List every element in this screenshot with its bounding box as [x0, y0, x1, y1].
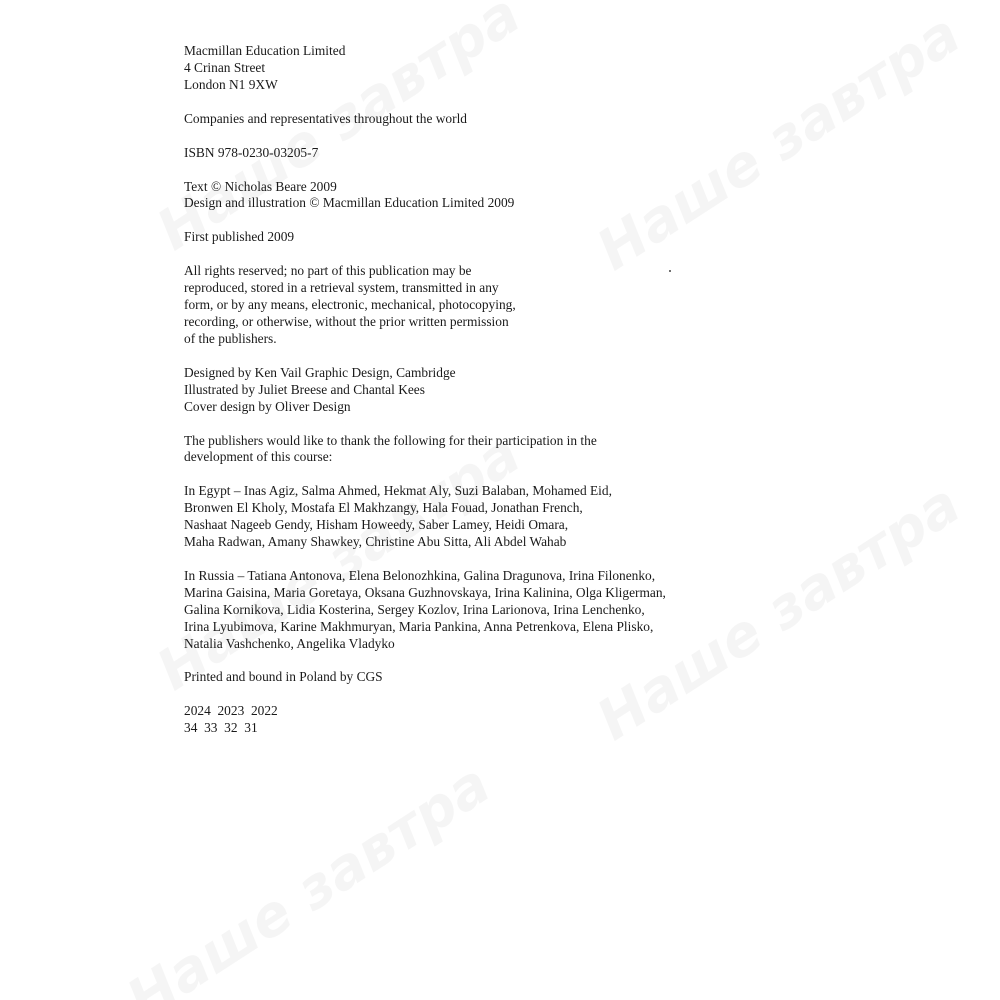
- egypt-line: In Egypt – Inas Agiz, Salma Ahmed, Hekmat Aly, Suzi Balaban, Mohamed Eid,: [184, 483, 612, 499]
- egypt-line: Nashaat Nageeb Gendy, Hisham Howeedy, Saber Lamey, Heidi Omara,: [184, 517, 569, 533]
- print-run: [184, 703, 804, 737]
- rights-line: All rights reserved; no part of this publication may be: [184, 263, 472, 279]
- rights-line: form, or by any means, electronic, mechanical, photocopying,: [184, 297, 516, 313]
- printed-by: Printed and bound in Poland by CGS: [184, 669, 383, 685]
- print-years: 2024 2023 2022: [184, 703, 278, 719]
- publisher-name: Macmillan Education Limited: [184, 43, 346, 58]
- copyright-notice: [184, 179, 804, 213]
- watermark: [116, 751, 502, 1000]
- thanks-line: The publishers would like to thank the following for their participation in the: [184, 432, 597, 448]
- acknowledgements-egypt: [184, 483, 804, 551]
- first-published: First published 2009: [184, 229, 295, 245]
- rights-line: of the publishers.: [184, 330, 277, 346]
- russia-line: Natalia Vashchenko, Angelika Vladyko: [184, 635, 395, 651]
- russia-line: Marina Gaisina, Maria Goretaya, Oksana Guzhnovskaya, Irina Kalinina, Olga Kligerman,: [184, 584, 666, 600]
- rights-reserved: [184, 263, 804, 348]
- design-copyright: Design and illustration © Macmillan Education Limited 2009: [184, 195, 515, 211]
- russia-line: Irina Lyubimova, Karine Makhmuryan, Maria Pankina, Anna Petrenkova, Elena Plisko,: [184, 618, 654, 634]
- isbn: ISBN 978-0230-03205-7: [184, 144, 319, 160]
- design-credits: [184, 365, 804, 416]
- credit-line: Illustrated by Juliet Breese and Chantal Kees: [184, 381, 425, 397]
- rights-line: recording, or otherwise, without the prior written permission: [184, 313, 509, 329]
- publisher-street: 4 Crinan Street: [184, 59, 266, 75]
- acknowledgements-russia: [184, 568, 804, 653]
- credit-line: Cover design by Oliver Design: [184, 398, 351, 414]
- print-numbers: 34 33 32 31: [184, 720, 258, 736]
- credit-line: Designed by Ken Vail Graphic Design, Cambridge: [184, 364, 456, 380]
- publisher-city: London N1 9XW: [184, 76, 278, 92]
- egypt-line: Maha Radwan, Amany Shawkey, Christine Abu Sitta, Ali Abdel Wahab: [184, 534, 567, 550]
- thanks-line: development of this course:: [184, 449, 333, 465]
- publisher-address: [184, 43, 804, 94]
- companies-line: Companies and representatives throughout the world: [184, 110, 467, 126]
- text-copyright: Text © Nicholas Beare 2009: [184, 178, 337, 194]
- egypt-line: Bronwen El Kholy, Mostafa El Makhzangy, Hala Fouad, Jonathan French,: [184, 500, 583, 516]
- russia-line: In Russia – Tatiana Antonova, Elena Belonozhkina, Galina Dragunova, Irina Filonenko,: [184, 567, 656, 583]
- russia-line: Galina Kornikova, Lidia Kosterina, Sergey Kozlov, Irina Larionova, Irina Lenchenko,: [184, 601, 645, 617]
- rights-line: reproduced, stored in a retrieval system, transmitted in any: [184, 280, 499, 296]
- imprint-text: [184, 43, 804, 754]
- acknowledgements-intro: [184, 433, 804, 467]
